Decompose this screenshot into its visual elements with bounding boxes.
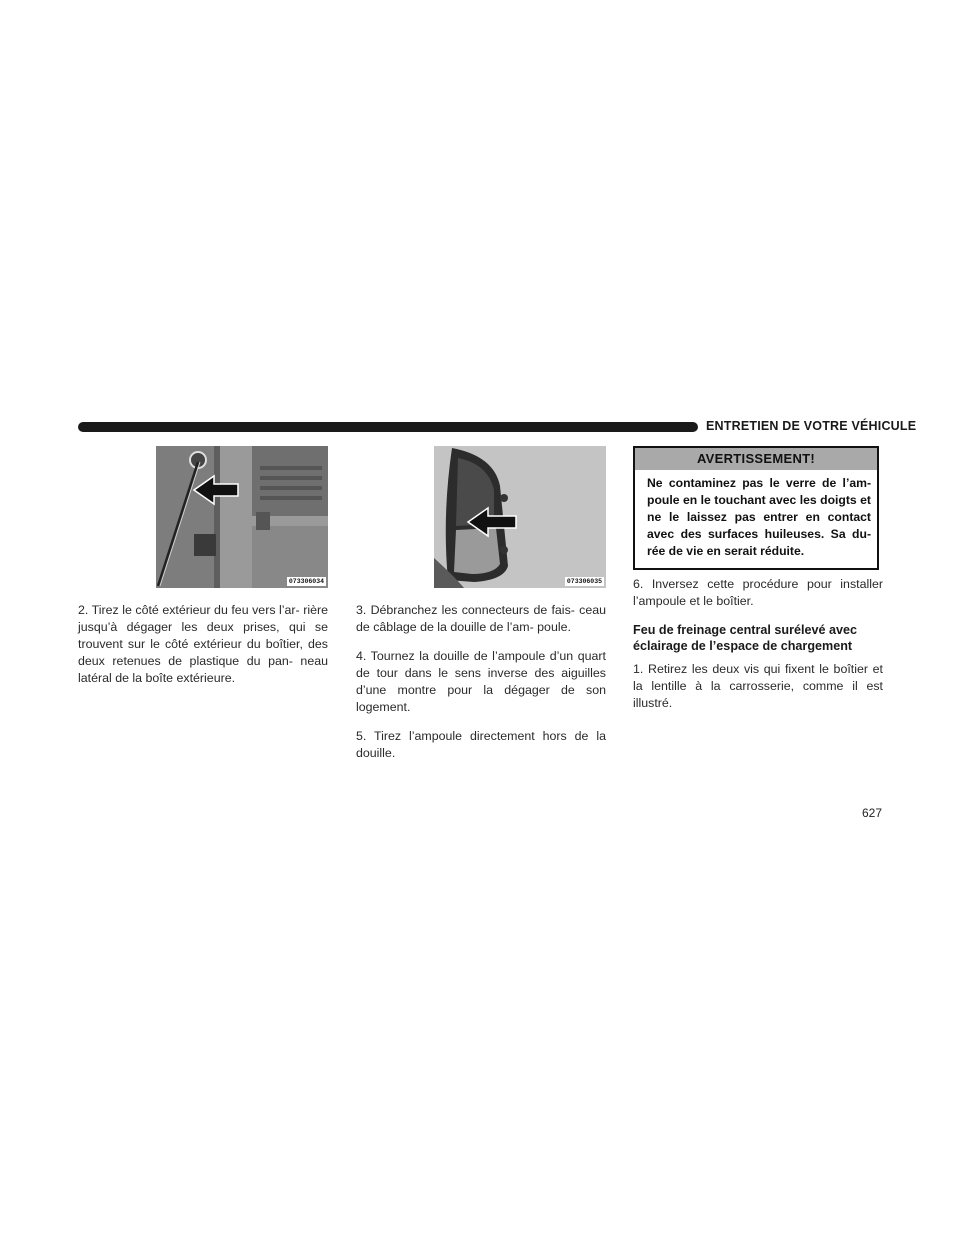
header-rule [78,422,698,432]
step-2-text: 2. Tirez le côté extérieur du feu vers l’ar- rière jusqu’à dégager les deux prises, qui se trouvent sur le côté extérieur du boîtier, des deux retenues de plastique du pan- neau latéral de la boîte extérieure. [78,603,328,685]
tail-lamp-retainer-figure [156,446,328,588]
warning-text: Ne contaminez pas le verre de l’am- poule en le touchant avec les doigts et ne le laissez pas entrer en contact avec des surfaces huileuses. Sa du- rée de vie en serait réduite. [647,476,871,558]
tail-lamp-socket-figure [434,446,606,588]
figure-code: 073306035 [566,578,602,585]
figure-illustration [434,446,606,588]
step-5-text: 5. Tirez l’ampoule directement hors de la douille. [356,729,606,760]
warning-title: AVERTISSEMENT! [635,448,877,470]
step-6-text: 6. Inversez cette procédure pour installer l’ampoule et le boîtier. [633,577,883,608]
page-number: 627 [862,806,883,820]
step-3-text: 3. Débranchez les connecteurs de fais- ceau de câblage de la douille de l’am- poule. [356,603,606,634]
step-4-text: 4. Tournez la douille de l’ampoule d’un quart de tour dans le sens inverse des aiguilles d’une montre pour la dégager de son logement. [356,649,606,714]
subsection-heading: Feu de freinage central surélevé avec éclairage de l’espace de chargement [633,623,858,653]
column-2 [356,446,606,774]
step-1-text: 1. Retirez les deux vis qui fixent le boîtier et la lentille à la carrosserie, comme il est illustré. [633,662,883,710]
section-title: ENTRETIEN DE VOTRE VÉHICULE [706,419,917,433]
figure-illustration [156,446,328,588]
column-3 [633,446,883,724]
warning-box [633,446,879,570]
figure-code: 073306034 [288,578,324,585]
column-1 [78,446,328,699]
